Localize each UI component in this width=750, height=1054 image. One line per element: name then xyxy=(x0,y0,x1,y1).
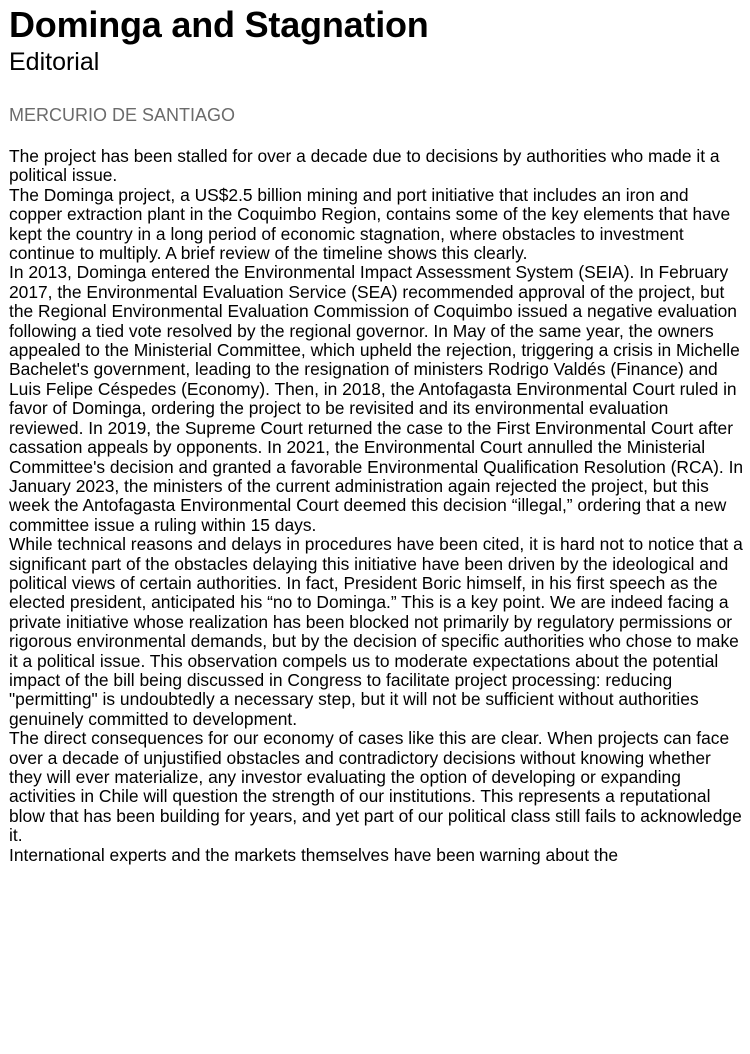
article-source: MERCURIO DE SANTIAGO xyxy=(9,105,236,125)
article-paragraph: The direct consequences for our economy of cases like this are clear. When projects can face over a decade of unjustified obstacles and contradictory decisions without knowing whether they will ever materialize, any investor evaluating the option of developing or expanding activities in Chile will question the strength of our institutions. This represents a reputational blow that has been building for years, and yet part of our political class still fails to acknowledge it. xyxy=(9,728,742,846)
article-paragraph: In 2013, Dominga entered the Environmental Impact Assessment System (SEIA). In February 2017, the Environmental Evaluation Service (SEA) recommended approval of the project, but the Regional Environmental Evaluation Commission of Coquimbo issued a negative evaluation following a tied vote resolved by the regional governor. In May of the same year, the owners appealed to the Ministerial Committee, which upheld the rejection, triggering a crisis in Michelle Bachelet's government, leading to the resignation of ministers Rodrigo Valdés (Finance) and Luis Felipe Céspedes (Economy). Then, in 2018, the Antofagasta Environmental Court ruled in favor of Dominga, ordering the project to be revisited and its environmental evaluation reviewed. In 2019, the Supreme Court returned the case to the First Environmental Court after cassation appeals by opponents. In 2021, the Environmental Court annulled the Ministerial Committee's decision and granted a favorable Environmental Qualification Resolution (RCA). In January 2023, the ministers of the current administration again rejected the project, but this week the Antofagasta Environmental Court deemed this decision “illegal,” ordering that a new committee issue a ruling within 15 days. xyxy=(9,262,744,535)
article-paragraph: International experts and the markets themselves have been warning about the xyxy=(9,844,619,865)
article-subtitle: Editorial xyxy=(9,48,100,76)
article-paragraph: The project has been stalled for over a decade due to decisions by authorities who made it a political issue. xyxy=(9,146,720,186)
article-paragraph: The Dominga project, a US$2.5 billion mining and port initiative that includes an iron and copper extraction plant in the Coquimbo Region, contains some of the key elements that have kept the country in a long period of economic stagnation, where obstacles to investment continue to multiply. A brief review of the timeline shows this clearly. xyxy=(9,184,731,264)
article-paragraph: While technical reasons and delays in procedures have been cited, it is hard not to notice that a significant part of the obstacles delaying this initiative have been driven by the ideological and political views of certain authorities. In fact, President Boric himself, in his first speech as the elected president, anticipated his “no to Dominga.” This is a key point. We are indeed facing a private initiative whose realization has been blocked not primarily by regulatory permissions or rigorous environmental demands, but by the decision of specific authorities who chose to make it a political issue. This observation compels us to moderate expectations about the potential impact of the bill being discussed in Congress to facilitate project processing: reducing "permitting" is undoubtedly a necessary step, but it will not be sufficient without authorities genuinely committed to development. xyxy=(9,534,743,729)
article xyxy=(0,5,750,865)
article-body xyxy=(9,147,744,865)
article-title: Dominga and Stagnation xyxy=(9,4,429,45)
